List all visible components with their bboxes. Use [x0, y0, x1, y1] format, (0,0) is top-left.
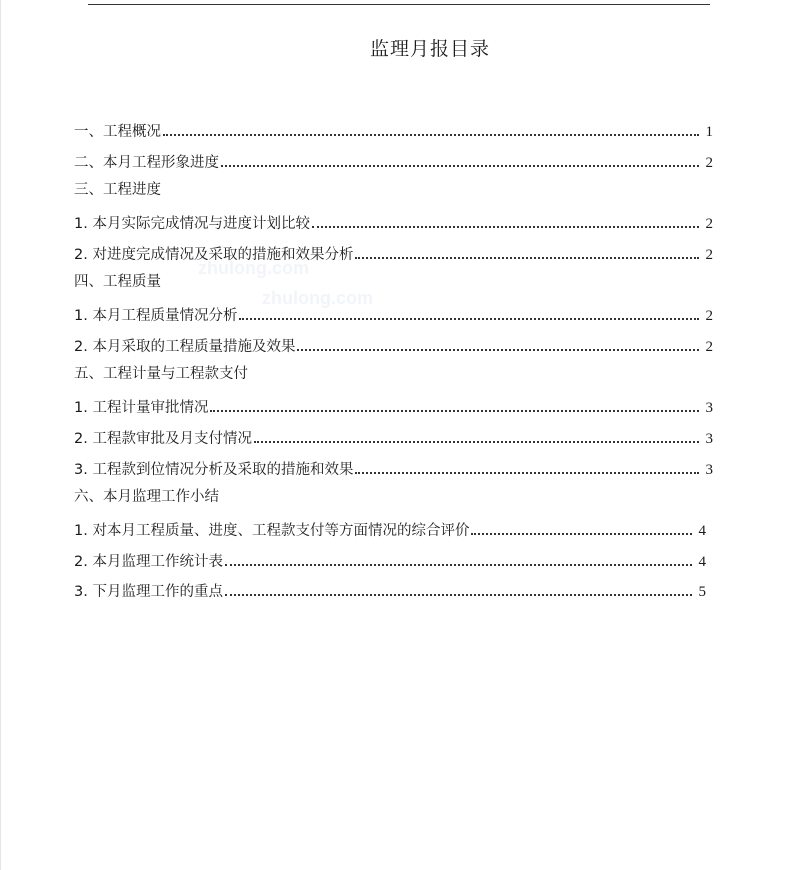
toc-entry[interactable]	[74, 549, 706, 571]
page-left-edge	[0, 0, 1, 870]
toc-entry[interactable]	[74, 211, 713, 233]
toc-entry[interactable]	[74, 242, 713, 264]
toc-section-heading[interactable]: 六、本月监理工作小结	[74, 489, 219, 505]
toc-entry[interactable]	[74, 395, 713, 417]
header-rule	[88, 4, 710, 5]
toc-section-heading[interactable]: 四、工程质量	[74, 274, 161, 290]
toc-dot-leader	[297, 349, 699, 351]
toc-entry[interactable]	[74, 518, 706, 540]
toc-entry-label: 3. 工程款到位情况分析及采取的措施和效果	[74, 462, 354, 478]
watermark-text: zhulong.com	[198, 258, 309, 278]
toc-entry-label: 二、本月工程形象进度	[74, 155, 219, 171]
toc-entry-label: 1. 工程计量审批情况	[74, 400, 209, 416]
toc-page-number: 1	[705, 124, 713, 140]
toc-entry-label: 2. 对进度完成情况及采取的措施和效果分析	[74, 247, 354, 263]
document-title: 监理月报目录	[369, 38, 490, 60]
toc-dot-leader	[239, 318, 699, 320]
toc-entry-label: 1. 对本月工程质量、进度、工程款支付等方面情况的综合评价	[74, 523, 470, 539]
toc-entry-label: 3. 下月监理工作的重点	[74, 584, 223, 600]
toc-page-number: 2	[705, 308, 713, 324]
watermark-text: zhulong.com	[262, 288, 373, 308]
toc-section-heading[interactable]: 三、工程进度	[74, 182, 161, 198]
toc-dot-leader	[210, 410, 699, 412]
toc-entry[interactable]	[74, 426, 713, 448]
toc-entry-label: 1. 本月工程质量情况分析	[74, 308, 238, 324]
toc-entry[interactable]	[74, 579, 706, 601]
toc-page-number: 4	[698, 554, 706, 570]
toc-dot-leader	[225, 564, 692, 566]
toc-page-number: 3	[705, 400, 713, 416]
toc-entry[interactable]	[74, 150, 713, 172]
toc-page-number: 2	[705, 247, 713, 263]
toc-entry[interactable]	[74, 119, 713, 141]
toc-dot-leader	[163, 134, 699, 136]
toc-entry-label: 1. 本月实际完成情况与进度计划比较	[74, 216, 310, 232]
toc-entry[interactable]	[74, 457, 713, 479]
toc-page-number: 5	[698, 584, 706, 600]
toc-entry-label: 2. 本月监理工作统计表	[74, 554, 223, 570]
toc-entry-label: 2. 工程款审批及月支付情况	[74, 431, 252, 447]
toc-entry[interactable]	[74, 303, 713, 325]
toc-entry[interactable]	[74, 334, 713, 356]
toc-page-number: 4	[698, 523, 706, 539]
toc-dot-leader	[312, 226, 699, 228]
toc-dot-leader	[355, 472, 699, 474]
toc-dot-leader	[221, 165, 699, 167]
toc-page-number: 3	[705, 431, 713, 447]
toc-page-number: 2	[705, 216, 713, 232]
toc-page-number: 2	[705, 339, 713, 355]
toc-page-number: 3	[705, 462, 713, 478]
toc-dot-leader	[225, 594, 692, 596]
toc-dot-leader	[471, 533, 692, 535]
toc-section-heading[interactable]: 五、工程计量与工程款支付	[74, 366, 248, 382]
toc-entry-label: 2. 本月采取的工程质量措施及效果	[74, 339, 296, 355]
toc-dot-leader	[355, 257, 699, 259]
toc-page-number: 2	[705, 155, 713, 171]
toc-dot-leader	[254, 441, 699, 443]
toc-entry-label: 一、工程概况	[74, 124, 161, 140]
